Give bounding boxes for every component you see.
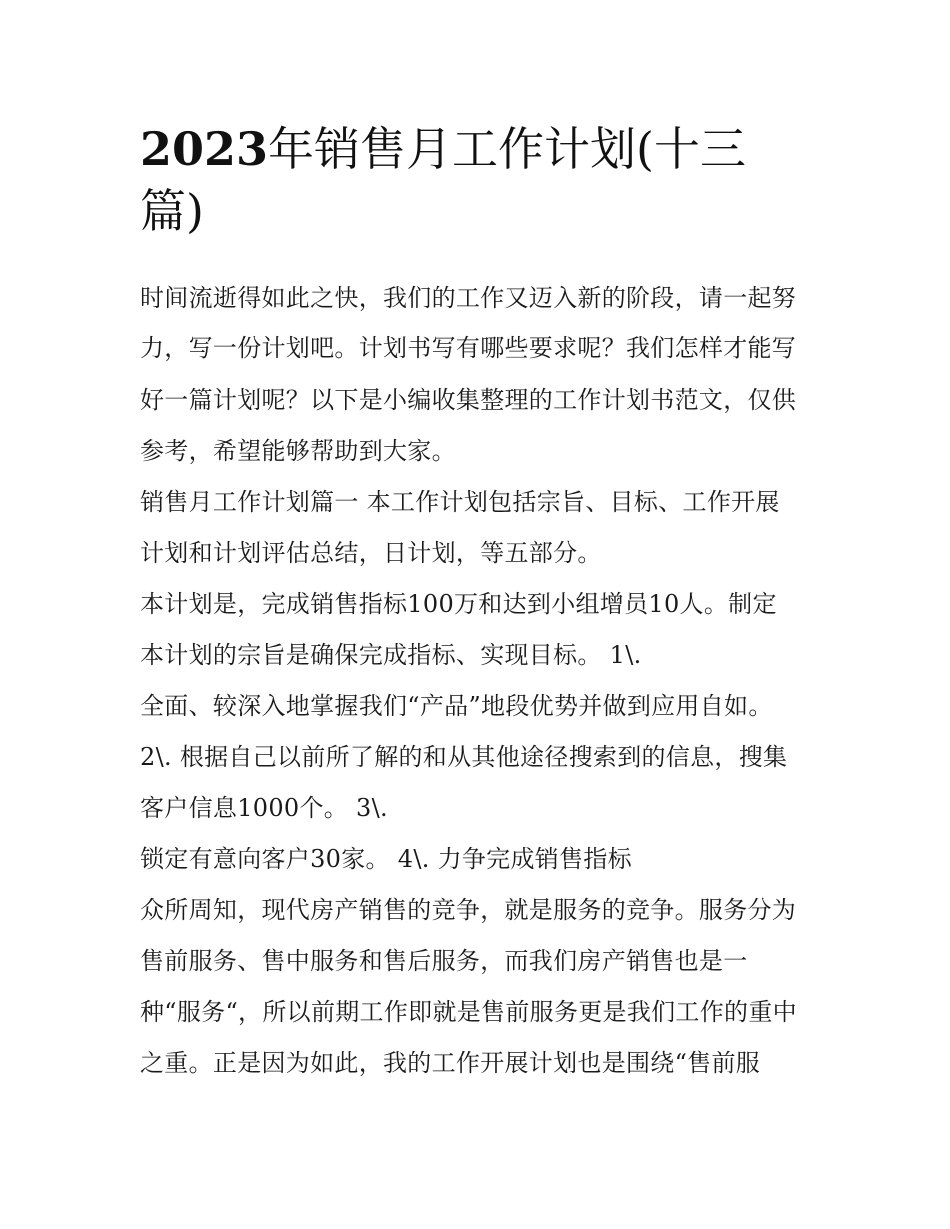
body-line: 力，写一份计划吧。计划书写有哪些要求呢？我们怎样才能写	[140, 334, 797, 362]
body-line: 2\. 根据自己以前所了解的和从其他途径搜索到的信息，搜集	[140, 743, 788, 771]
body-line: 本计划是，完成销售指标100万和达到小组增员10人。制定	[140, 590, 777, 618]
body-line: 好一篇计划呢？以下是小编收集整理的工作计划书范文，仅供	[140, 386, 797, 414]
body-line: 时间流逝得如此之快，我们的工作又迈入新的阶段，请一起努	[140, 284, 797, 312]
body-line: 客户信息1000个。 3\.	[140, 794, 388, 822]
body-line: 销售月工作计划篇一 本工作计划包括宗旨、目标、工作开展	[140, 488, 780, 516]
body-line: 参考，希望能够帮助到大家。	[140, 437, 456, 465]
body-line: 售前服务、售中服务和售后服务，而我们房产销售也是一	[140, 947, 748, 975]
body-line: 之重。正是因为如此，我的工作开展计划也是围绕“售前服	[140, 1049, 761, 1077]
page-title	[140, 118, 820, 242]
body-line: 种“服务“，所以前期工作即就是售前服务更是我们工作的重中	[140, 998, 797, 1026]
title-year: 2023	[140, 122, 269, 176]
body-line: 众所周知，现代房产销售的竞争，就是服务的竞争。服务分为	[140, 896, 797, 924]
title-text-line2: 篇)	[140, 184, 204, 238]
body-line: 计划和计划评估总结，日计划，等五部分。	[140, 539, 602, 567]
body-line: 本计划的宗旨是确保完成指标、实现目标。 1\.	[140, 641, 642, 669]
title-text: 年销售月工作计划(十三	[268, 122, 746, 176]
body-line: 锁定有意向客户30家。 4\. 力争完成销售指标	[140, 845, 632, 873]
body-line: 全面、较深入地掌握我们“产品”地段优势并做到应用自如。	[140, 692, 773, 720]
